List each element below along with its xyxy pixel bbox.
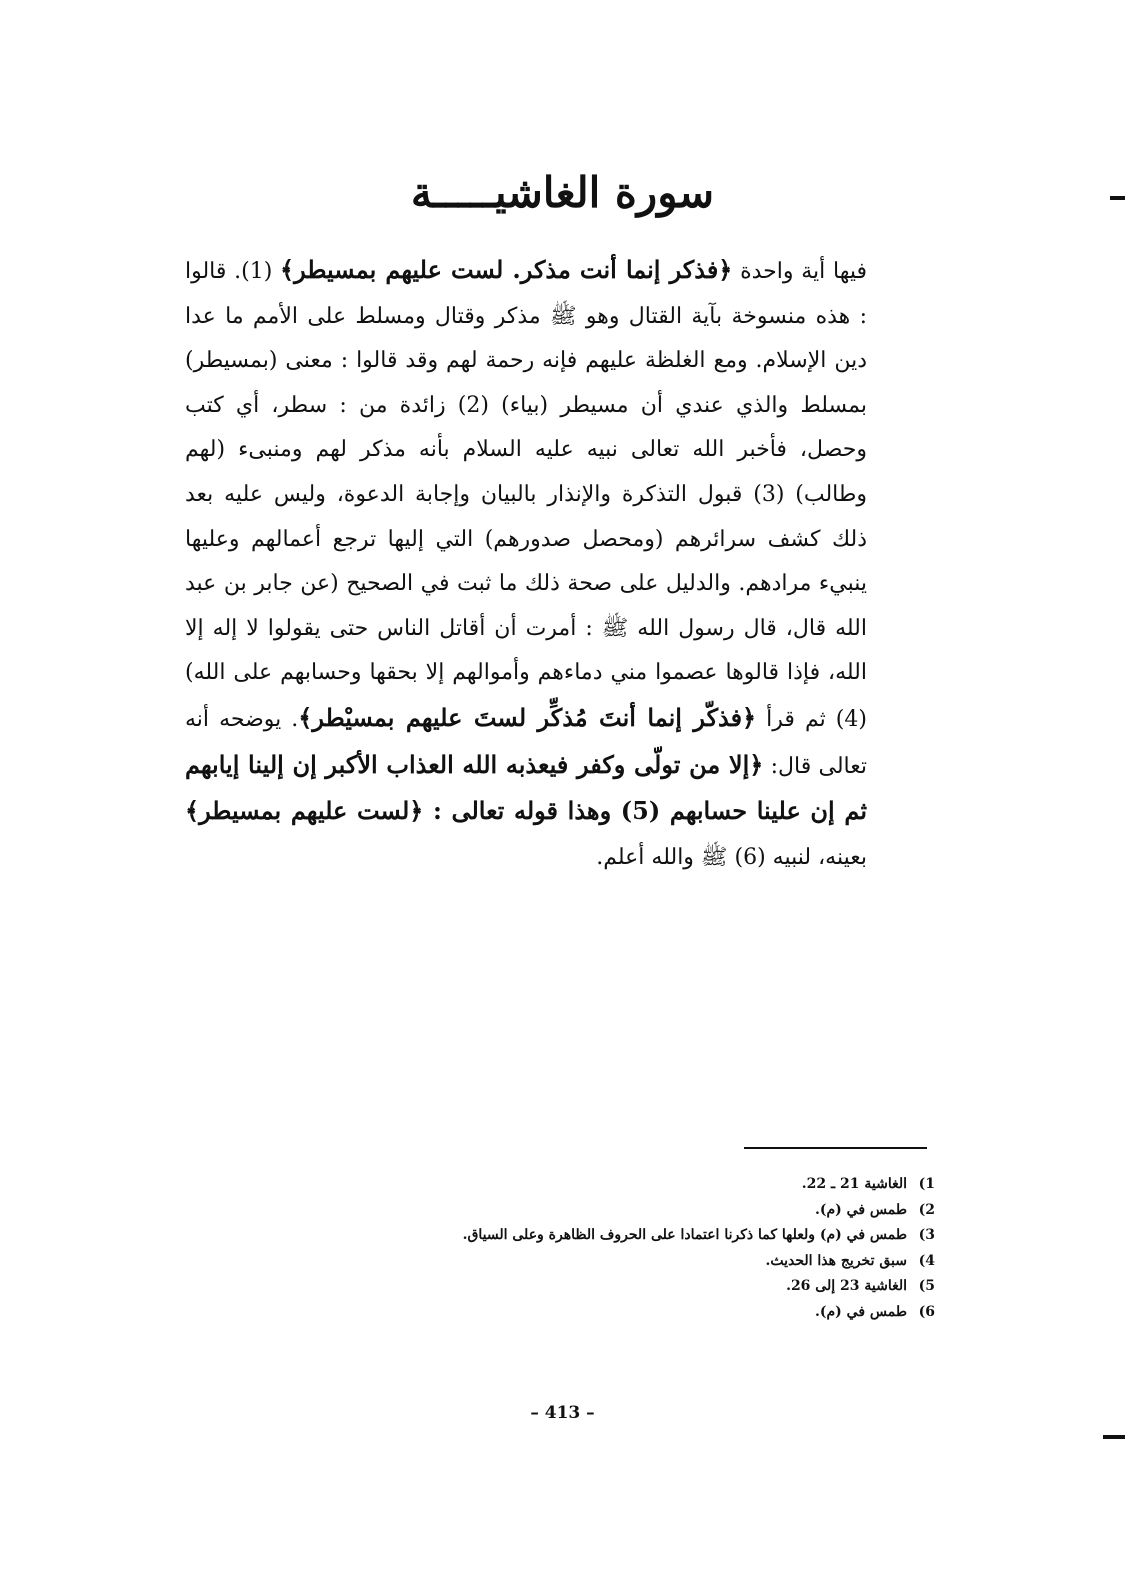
text-segment: فيها أية واحدة <box>732 259 868 284</box>
text-segment: (1). قالوا : هذه منسوخة بآية القتال وهو ﷺ مذكر وقتال ومسلط على الأمم ما عدا دين الإسلام. ومع الغلظة عليهم فإنه رحمة لهم وقد قالوا : معنى (بمسيطر) بمسلط والذي عندي أن مسيطر (بياء) (2) زائدة من : سطر، أي كتب وحصل، فأخبر الله تعالى نبيه عليه السلام بأنه مذكر لهم ومنبىء (لهم وطالب) (3) قبول التذكرة والإنذار بالبيان وإجابة الدعوة، وليس عليه بعد ذلك كشف سرائرهم (ومحصل صدورهم) التي إليها ترجع أعمالهم وعليها ينبيء مرادهم. والدليل على صحة ذلك ما ثبت في الصحيح (عن جابر بن عبد الله قال، قال رسول الله ﷺ : أمرت أن أقاتل الناس حتى يقولوا لا إله إلا الله، فإذا قالوها عصموا مني دماءهم وأموالهم إلا بحقها وحسابهم على الله) (4) ثم قرأ <box>185 259 867 732</box>
footnote-number: 5) <box>918 1278 935 1294</box>
scan-edge-mark <box>1110 196 1125 200</box>
footnote-text: الغاشية 23 إلى 26. <box>786 1278 907 1294</box>
footnote-item <box>380 1300 935 1326</box>
body-paragraph <box>185 248 927 880</box>
footnote-number: 4) <box>918 1252 935 1269</box>
footnote-text: الغاشية 21 ـ 22. <box>801 1176 907 1192</box>
footnote-item <box>380 1172 935 1198</box>
footnote-item <box>380 1274 935 1300</box>
body-text <box>185 248 927 880</box>
footnote-text: طمس في (م). <box>815 1303 907 1320</box>
quran-verse: ﴿فذكّر إنما أنتَ مُذكِّر لستَ عليهم بمسيْطر﴾ <box>298 702 757 732</box>
footnote-item <box>380 1198 935 1224</box>
footnote-number: 2) <box>918 1201 935 1218</box>
footnote-divider <box>744 1147 927 1149</box>
footnote-number: 1) <box>918 1176 935 1192</box>
footnote-number: 6) <box>918 1303 935 1320</box>
quran-verse: ﴿إلا من تولّى وكفر فيعذبه الله العذاب الأكبر إن إلينا إيابهم ثم إن علينا حسابهم (5) وهذا قوله تعالى : ﴿لست عليهم بمسيطر﴾ <box>185 749 868 826</box>
footnote-item <box>380 1249 935 1275</box>
scan-edge-mark <box>1103 1435 1125 1439</box>
footnote-text: سبق تخريج هذا الحديث. <box>765 1252 907 1269</box>
text-segment: . يوضحه أنه تعالى قال: <box>185 706 867 779</box>
footnote-number: 3) <box>918 1227 935 1243</box>
footnote-item <box>380 1223 935 1249</box>
footnotes-list <box>380 1172 935 1325</box>
page-number: – 413 – <box>530 1403 595 1423</box>
page-title: سورة الغاشيـــــة <box>410 168 715 218</box>
quran-verse: ﴿فذكر إنما أنت مذكر. لست عليهم بمسيطر﴾ <box>280 255 733 284</box>
footnote-text: طمس في (م) ولعلها كما ذكرنا اعتمادا على الحروف الظاهرة وعلى السياق. <box>462 1227 907 1243</box>
footnote-text: طمس في (م). <box>815 1201 907 1218</box>
text-segment: بعينه، لنبيه (6) ﷺ والله أعلم. <box>596 844 867 870</box>
